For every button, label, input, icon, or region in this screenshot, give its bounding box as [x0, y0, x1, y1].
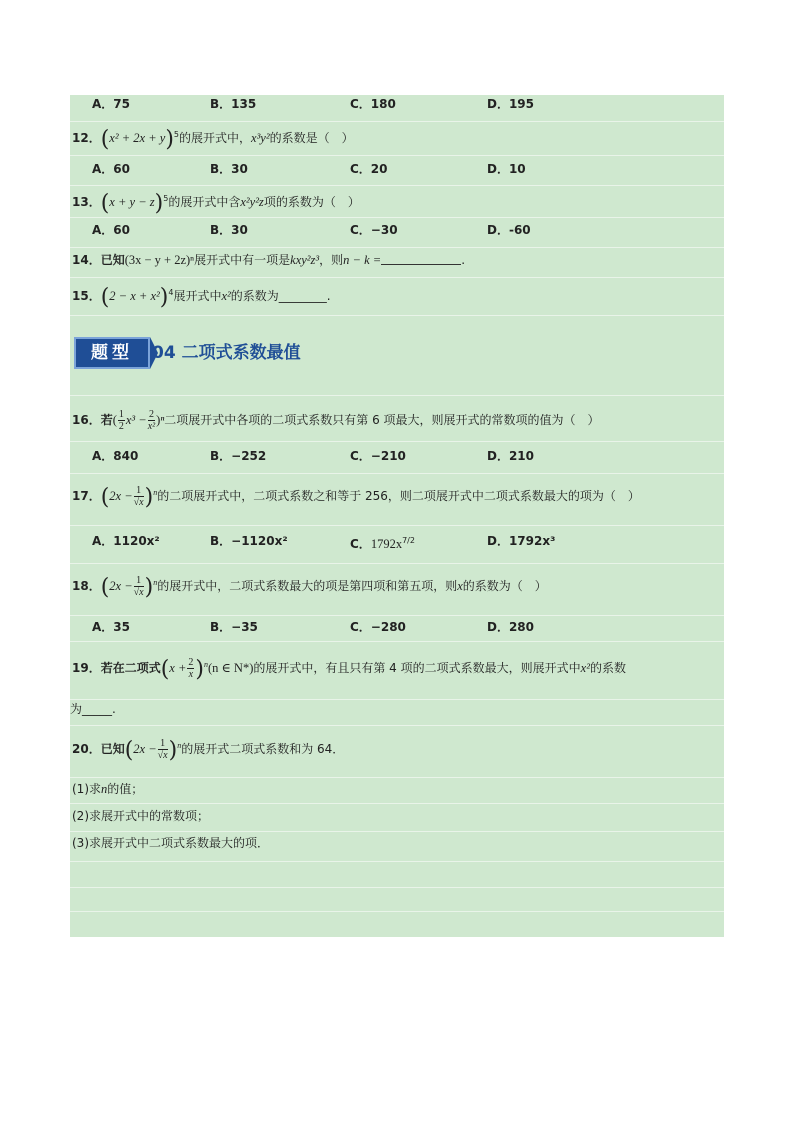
q19-answer-line[interactable]: 为_____.: [70, 702, 116, 716]
q12-option-b: B．30: [210, 162, 248, 176]
q16-option-b: B．−252: [210, 449, 267, 463]
q17-option-c: C．$1792x^{7/2}$: [350, 536, 415, 551]
q19-fraction: $\frac{2}{x}$: [188, 657, 194, 680]
q16-fraction-2-over-x2: $\frac{2}{\text{x²}}$: [147, 409, 156, 432]
q20-part-2: (2)求展开式中的常数项；: [72, 809, 209, 823]
q13-term: x²y²z: [240, 195, 264, 209]
question-20: 20．已知(2x − $\frac{1}{√x}$ )$^n$的展开式二项式系数和为 64．: [72, 738, 345, 763]
q12-option-d: D．10: [487, 162, 526, 176]
q13-expression: x + y − z: [109, 195, 155, 209]
q17-option-d: D．1792x³: [487, 534, 556, 548]
q12-number: 12．: [72, 131, 101, 145]
q11-option-b: B．135: [210, 97, 257, 111]
q12-term: x³y²: [251, 131, 270, 145]
section-title: 04 二项式系数最值: [152, 343, 301, 363]
q20-fraction: $\frac{1}{√x}$: [157, 738, 168, 761]
q16-option-a: A．840: [92, 449, 139, 463]
q12-option-a: A．60: [92, 162, 130, 176]
q16-option-c: C．−210: [350, 449, 406, 463]
question-19: 19．若在二项式(x + $\frac{2}{x}$ )$^n$(n ∈ N*)的展开式中，有且只有第 4 项的二项式系数最大，则展开式中x²的系数: [72, 657, 626, 682]
section-badge: 题型: [74, 337, 150, 369]
q18-option-b: B．−35: [210, 620, 258, 634]
q13-option-a: A．60: [92, 223, 130, 237]
q12-expression: x² + 2x + y: [109, 131, 166, 145]
q20-part-3: (3)求展开式中二项式系数最大的项．: [72, 836, 269, 850]
q11-option-a: A．75: [92, 97, 130, 111]
q11-option-c: C．180: [350, 97, 396, 111]
q13-option-b: B．30: [210, 223, 248, 237]
q18-option-d: D．280: [487, 620, 535, 634]
q17-fraction: $\frac{1}{√x}$: [133, 485, 144, 508]
q20-part-1: (1)求n的值；: [72, 782, 144, 796]
q14-term: kxy²z³: [290, 253, 320, 267]
q14-expression: (3x − y + 2z)ⁿ: [124, 253, 195, 267]
question-15: 15．$(2 - x + x^2)^4$展开式中x²的系数为________.: [72, 285, 331, 310]
q15-term: x²: [221, 289, 231, 303]
question-16: 16．若( $\frac{1}{2}$ x³ − $\frac{2}{\text{x²}}$ )ⁿ二项展开式中各项的二项式系数只有第 6 项最大，则展开式的常数项的值为（ ）: [72, 409, 600, 432]
q18-option-a: A．35: [92, 620, 130, 634]
worksheet-background: [70, 95, 724, 937]
question-17: 17．(2x − $\frac{1}{√x}$ )$^n$的二项展开式中，二项式系数之和等于 256，则二项展开式中二项式系数最大的项为（ ）: [72, 485, 640, 510]
q18-term: x: [457, 579, 463, 593]
q13-option-d: D．-60: [487, 223, 531, 237]
q16-option-d: D．210: [487, 449, 535, 463]
q11-option-d: D．195: [487, 97, 535, 111]
q12-option-c: C．20: [350, 162, 388, 176]
q18-option-c: C．−280: [350, 620, 406, 634]
q17-option-b: B．−1120x²: [210, 534, 288, 548]
section-header: [74, 337, 374, 373]
question-12: 12．$(x^2 + 2x + y)^5$的展开式中，x³y²的系数是（ ）: [72, 127, 354, 152]
q17-option-a: A．1120x²: [92, 534, 160, 548]
q18-fraction: $\frac{1}{√x}$: [133, 575, 144, 598]
question-13: 13．$(x + y - z)^5$的展开式中含x²y²z项的系数为（ ）: [72, 191, 360, 216]
q13-option-c: C．−30: [350, 223, 398, 237]
question-14: 14．已知(3x − y + 2z)ⁿ展开式中有一项是kxy²z³，则n − k = .: [72, 253, 466, 267]
q16-fraction-half: $\frac{1}{2}$: [118, 409, 124, 432]
question-18: 18．(2x − $\frac{1}{√x}$ )$^n$的展开式中，二项式系数最大的项是第四项和第五项，则x的系数为（ ）: [72, 575, 547, 600]
q15-expression: 2 − x + x²: [109, 289, 160, 303]
q14-answer-blank[interactable]: [381, 264, 461, 265]
